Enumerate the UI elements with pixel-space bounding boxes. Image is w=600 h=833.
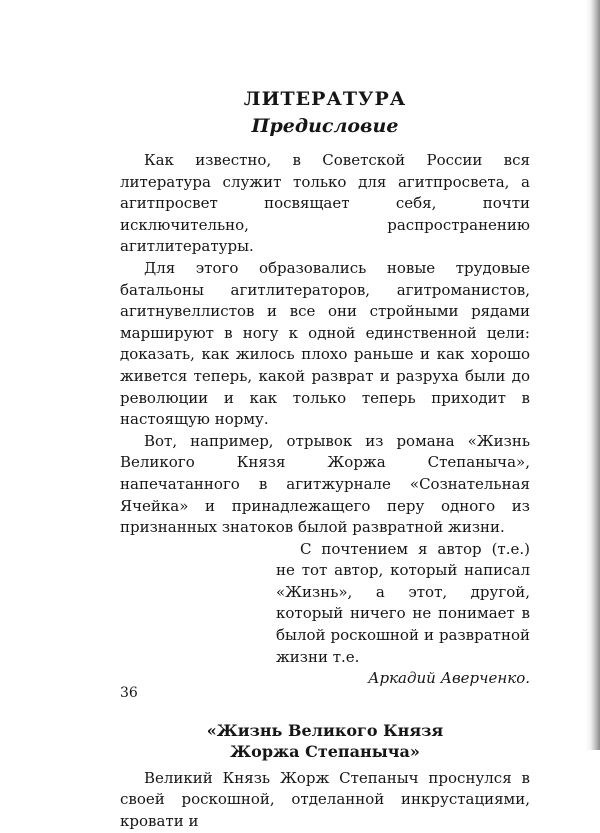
book-page — [120, 86, 530, 833]
chapter-subtitle: Предисловие — [251, 115, 399, 137]
epigraph-author: Аркадий Аверченко. — [368, 669, 530, 688]
paragraph-battalions: Для этого образовались новые трудовые батальоны агитлитераторов, агитроманистов, агитнувеллистов и все они стройными рядами маршируют в ногу к одной единственной цели: доказать, как жилось плохо раньше и как хорошо живется теперь, какой разврат и разруха были до революции и как только теперь приходит в настоящую норму. — [120, 258, 530, 429]
epigraph-text: С почтением я автор (т.е.) не тот автор, который написал «Жизнь», а этот, другой, который ничего не понимает в былой роскошной и развратной жизни т.е. — [276, 539, 530, 666]
epigraph — [120, 539, 530, 690]
section-paragraph: Великий Князь Жорж Степаныч проснулся в своей роскошной, отделанной инкрустациями, кровати и — [120, 768, 530, 831]
section-title-line-1: «Жизнь Великого Князя — [206, 720, 444, 740]
chapter-title: ЛИТЕРАТУРА — [243, 88, 407, 110]
page-number: 36 — [120, 685, 138, 701]
paragraph-example: Вот, например, отрывок из романа «Жизнь Великого Князя Жоржа Степаныча», напечатанного в агитжурнале «Сознательная Ячейка» и принадлежащего перу одного из признанных знатоков былой развратной жизни. — [120, 431, 530, 537]
section-title — [120, 720, 530, 762]
scan-page-edge — [586, 0, 600, 750]
paragraph-intro: Как известно, в Советской России вся литература служит только для агитпросвета, а агитпросвет посвящает себя, почти исключительно, распространению агитлитературы. — [120, 151, 530, 256]
section-title-line-2: Жоржа Степаныча» — [230, 741, 420, 761]
